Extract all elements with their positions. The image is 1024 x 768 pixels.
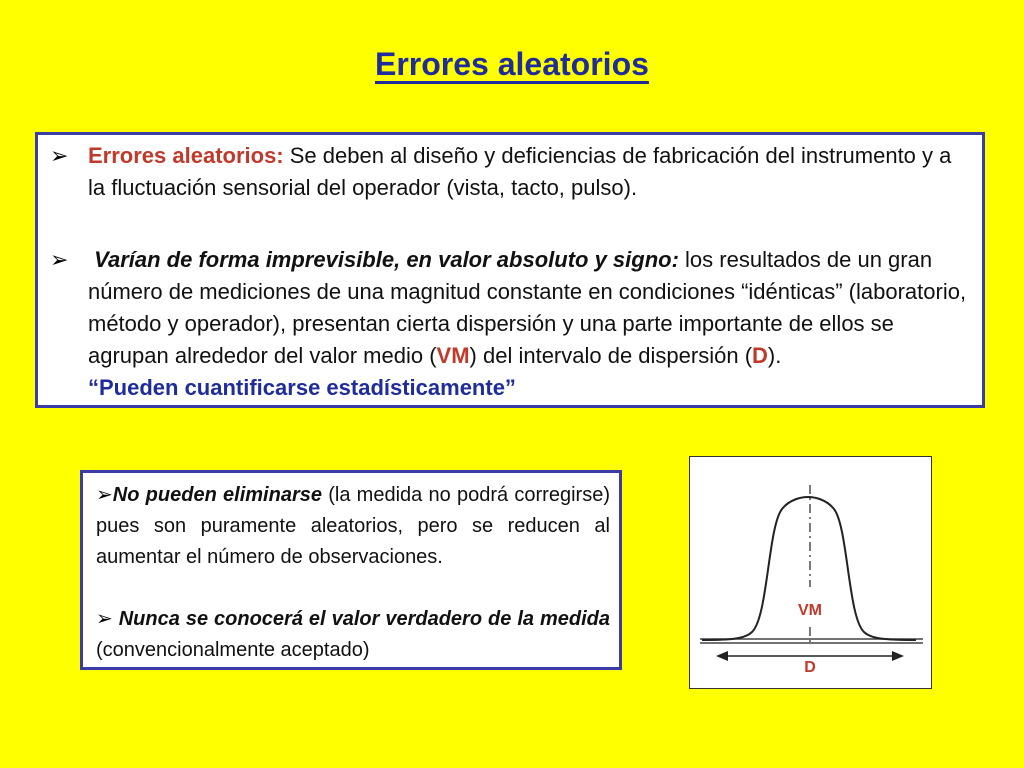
distribution-diagram xyxy=(690,457,933,690)
bullet-no-pueden: ➢No pueden eliminarse (la medida no podrá corregirse) pues son puramente aleatorios, pero se reducen al aumentar el número de observaciones. xyxy=(96,484,610,568)
arrow-bullet-icon: ➢ xyxy=(96,484,113,506)
varian-lead: Varían de forma imprevisible, en valor absoluto y signo: xyxy=(94,247,679,272)
term-errores-aleatorios: Errores aleatorios: xyxy=(88,143,284,168)
bullet-nunca: ➢ Nunca se conocerá el valor verdadero de la medida (convencionalmente aceptado) xyxy=(96,608,610,661)
arrow-bullet-icon: ➢ xyxy=(50,247,69,272)
arrow-bullet-icon: ➢ xyxy=(50,143,69,168)
bullet-varian: ➢ Varían de forma imprevisible, en valor absoluto y signo: los resultados de un gran número de mediciones de una magnitud constante en condiciones “idénticas” (laboratorio, método y operador), presentan cierta dispersión y una parte importante de ellos se agrupan alrededor del valor medio (VM) del intervalo de dispersión (D). “Pueden cuantificarse estadísticamente” xyxy=(50,244,970,404)
arrow-left-icon xyxy=(716,651,728,661)
vm-label: VM xyxy=(798,602,822,619)
arrow-right-icon xyxy=(892,651,904,661)
d-term: D xyxy=(752,343,768,368)
bullet-errores-aleatorios: ➢ Errores aleatorios: Se deben al diseño y deficiencias de fabricación del instrumento y a la fluctuación sensorial del operador (vista, tacto, pulso). xyxy=(50,140,970,204)
page-title: Errores aleatorios xyxy=(375,46,649,82)
d-label: D xyxy=(804,659,816,676)
vm-term: VM xyxy=(436,343,470,368)
quote-cuantificarse: “Pueden cuantificarse estadísticamente” xyxy=(88,375,516,400)
arrow-bullet-icon: ➢ xyxy=(96,608,113,630)
distribution-figure xyxy=(689,456,932,689)
